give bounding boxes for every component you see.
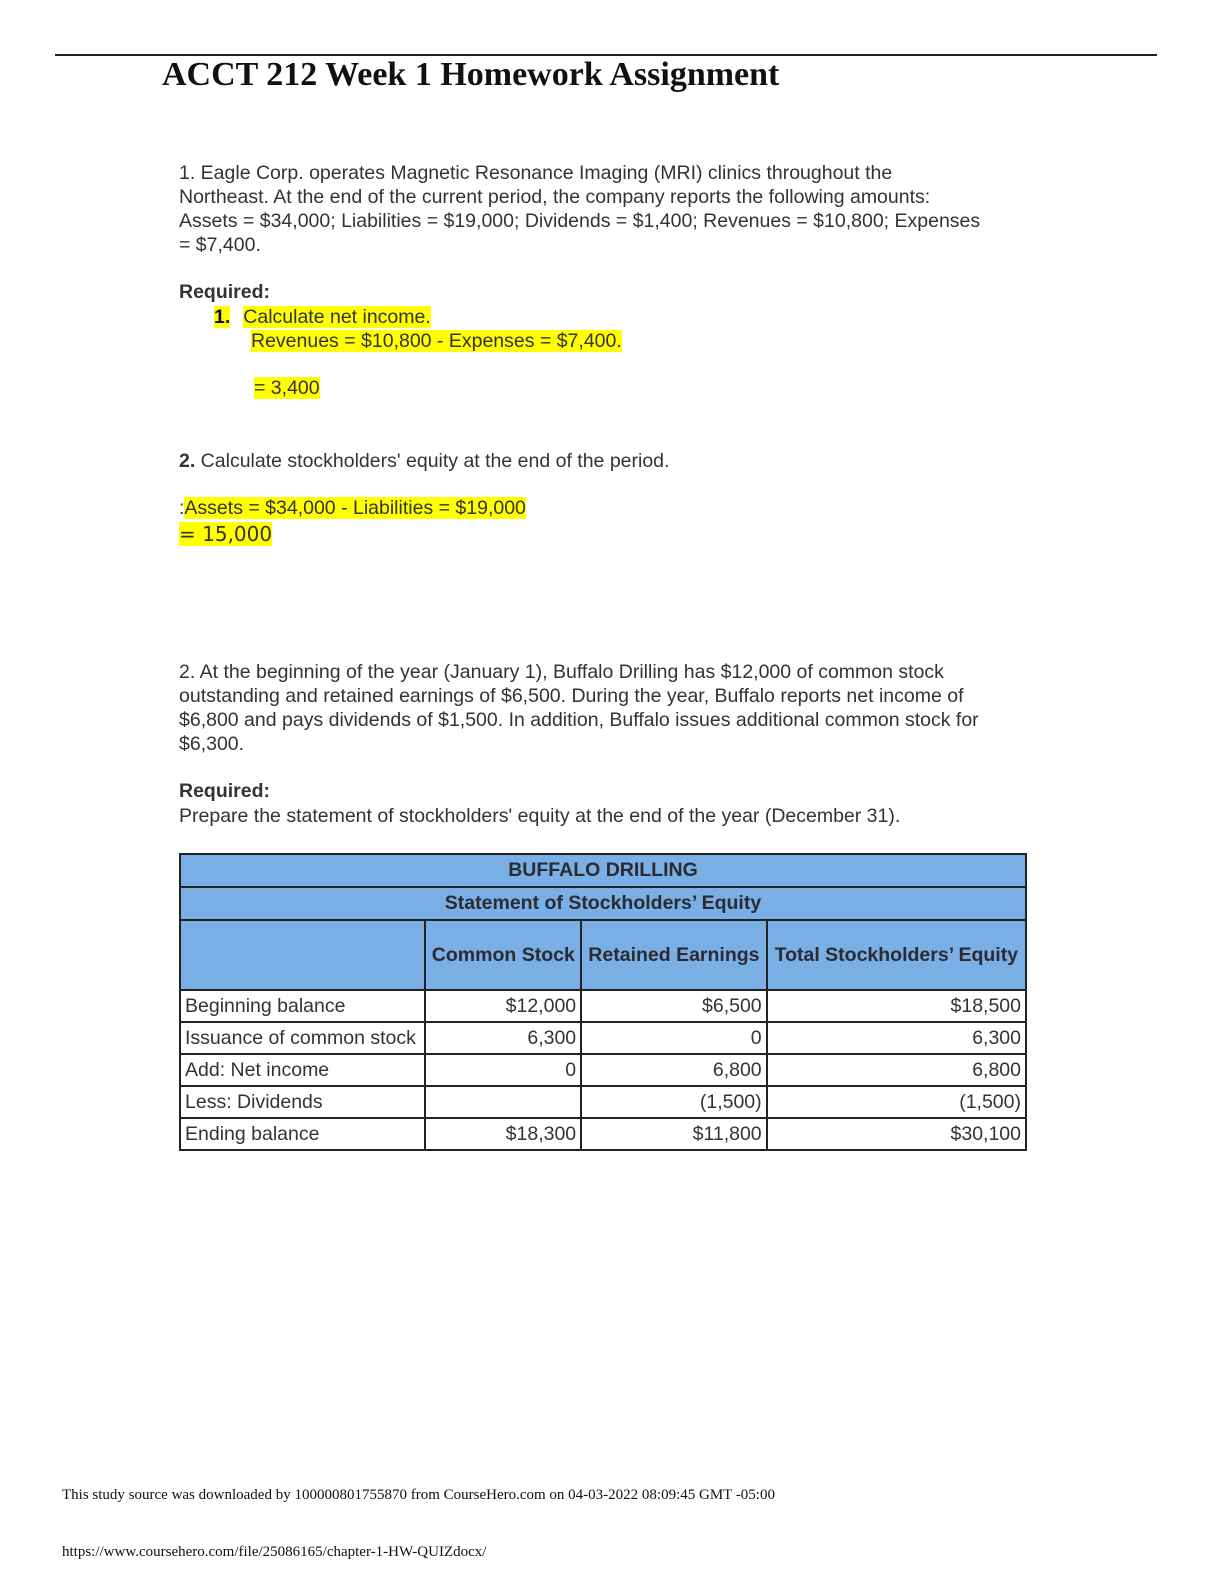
cell-total-equity: $18,500 [767, 990, 1026, 1022]
cell-retained-earnings: 0 [581, 1022, 767, 1054]
row-label: Beginning balance [180, 990, 425, 1022]
cell-common-stock [425, 1086, 581, 1118]
table-header-total-equity: Total Stockholders’ Equity [767, 920, 1026, 990]
q1-required-label: Required: [179, 281, 271, 303]
q2-intro-line: 2. At the beginning of the year (January 1), Buffalo Drilling has $12,000 of common stock [179, 661, 944, 683]
footer-source-line: This study source was downloaded by 100000801755870 from CourseHero.com on 04-03-2022 08:09:45 GMT -05:00 [62, 1487, 775, 1503]
page-title: ACCT 212 Week 1 Homework Assignment [162, 56, 780, 93]
q1-item-2 [179, 449, 669, 473]
q2-intro-line: $6,300. [179, 733, 245, 755]
table-header-blank [180, 920, 425, 990]
row-label: Less: Dividends [180, 1086, 425, 1118]
cell-common-stock: $12,000 [425, 990, 581, 1022]
row-label: Add: Net income [180, 1054, 425, 1086]
table-row [180, 990, 1026, 1022]
q2-required-label: Required: [179, 780, 271, 802]
q1-item-1-work-line [251, 329, 622, 353]
row-label: Ending balance [180, 1118, 425, 1150]
stockholders-equity-table [179, 853, 1027, 1151]
table-row [180, 1118, 1026, 1150]
cell-retained-earnings: 6,800 [581, 1054, 767, 1086]
q1-item-1-number: 1. [214, 306, 231, 328]
cell-total-equity: (1,500) [767, 1086, 1026, 1118]
table-row [180, 1022, 1026, 1054]
cell-retained-earnings: $11,800 [581, 1118, 767, 1150]
q2-intro-line: $6,800 and pays dividends of $1,500. In addition, Buffalo issues additional common stock for [179, 709, 979, 731]
q1-item-1-answer-line [254, 376, 320, 400]
cell-retained-earnings: $6,500 [581, 990, 767, 1022]
cell-total-equity: 6,300 [767, 1022, 1026, 1054]
q1-item-1-work: Revenues = $10,800 - Expenses = $7,400. [251, 330, 622, 352]
table-company-name: BUFFALO DRILLING [180, 854, 1026, 887]
q1-intro-line: = $7,400. [179, 234, 261, 256]
q1-item-2-prefix: : [179, 497, 185, 519]
q2-intro-line: outstanding and retained earnings of $6,500. During the year, Buffalo reports net income of [179, 685, 964, 707]
q1-item-2-answer: = 15,000 [179, 522, 273, 546]
table-row [180, 1054, 1026, 1086]
cell-common-stock: 6,300 [425, 1022, 581, 1054]
table-row [180, 1086, 1026, 1118]
q1-item-1-text: Calculate net income. [243, 306, 431, 328]
q1-item-1 [214, 305, 431, 329]
q1-item-2-text: Calculate stockholders' equity at the end of the period. [195, 450, 670, 472]
q1-item-2-number: 2. [179, 450, 196, 472]
row-label: Issuance of common stock [180, 1022, 425, 1054]
q1-item-1-answer: = 3,400 [254, 377, 320, 399]
q1-item-2-answer-line [179, 522, 272, 546]
table-statement-row [180, 887, 1026, 920]
q1-item-2-work-line [179, 496, 526, 520]
q1-intro-line: 1. Eagle Corp. operates Magnetic Resonance Imaging (MRI) clinics throughout the [179, 162, 893, 184]
q2-required-text: Prepare the statement of stockholders' equity at the end of the year (December 31). [179, 805, 901, 827]
table-company-row [180, 854, 1026, 887]
cell-common-stock: $18,300 [425, 1118, 581, 1150]
cell-retained-earnings: (1,500) [581, 1086, 767, 1118]
footer-url[interactable]: https://www.coursehero.com/file/25086165/chapter-1-HW-QUIZdocx/ [62, 1544, 487, 1560]
q1-intro-line: Northeast. At the end of the current period, the company reports the following amounts: [179, 186, 931, 208]
q1-item-2-work: Assets = $34,000 - Liabilities = $19,000 [184, 497, 526, 519]
cell-total-equity: 6,800 [767, 1054, 1026, 1086]
cell-common-stock: 0 [425, 1054, 581, 1086]
q1-intro-line: Assets = $34,000; Liabilities = $19,000; Dividends = $1,400; Revenues = $10,800; Expenses [179, 210, 981, 232]
table-header-common-stock: Common Stock [425, 920, 581, 990]
table-header-row [180, 920, 1026, 990]
cell-total-equity: $30,100 [767, 1118, 1026, 1150]
table-header-retained-earnings: Retained Earnings [581, 920, 767, 990]
table-statement-title: Statement of Stockholders’ Equity [180, 887, 1026, 920]
